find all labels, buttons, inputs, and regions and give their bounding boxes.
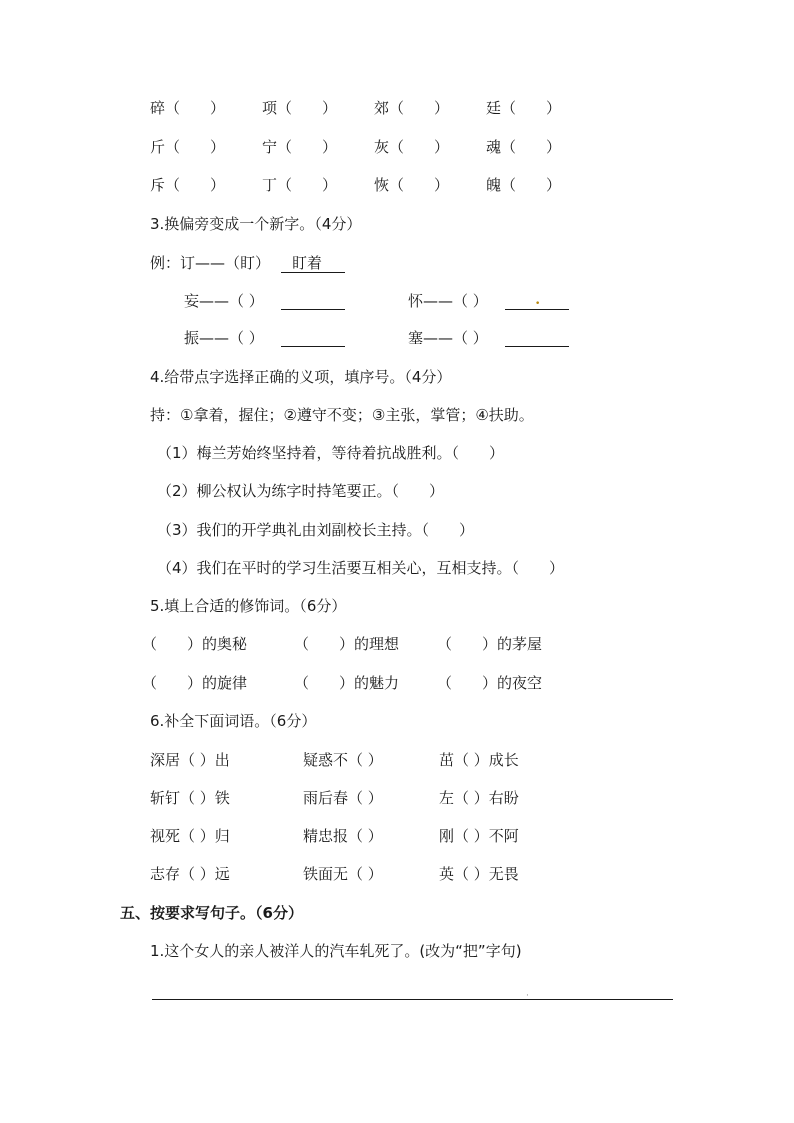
section5-q1: 1.这个女人的亲人被洋人的汽车轧死了。(改为“把”字句) [150,942,522,960]
q4-item: （1）梅兰芳始终坚持着，等待着抗战胜利。（ ） [157,444,505,462]
q5-item: （ ）的旋律 [142,674,248,692]
q4-definitions: 持：①拿着，握住；②遵守不变；③主张，掌管；④扶助。 [150,406,534,424]
q3-example-prefix: 例：订——（盯） [150,254,271,272]
q6-item: 深居（ ）出 [150,751,230,769]
q4-item: （4）我们在平时的学习生活要互相关心，互相支持。（ ） [157,559,565,577]
q3-answer-blank[interactable] [281,309,345,310]
q3-title: 3.换偏旁变成一个新字。（4分） [150,215,362,233]
q3-item: 塞——（ ） [408,329,488,347]
q5-item: （ ）的奥秘 [142,635,248,653]
q3-example-underline [281,272,345,273]
q5-item: （ ）的夜空 [437,674,543,692]
stray-mark-icon: • [535,299,541,309]
char-item: 斤（ ） [150,138,226,156]
char-item: 碎（ ） [150,99,226,117]
q3-item: 振——（ ） [184,329,264,347]
q3-answer-blank[interactable] [281,346,345,347]
q6-item: 茁（ ）成长 [439,751,519,769]
char-item: 丁（ ） [262,176,338,194]
q6-item: 刚（ ）不阿 [439,827,519,845]
q6-item: 英（ ）无畏 [439,865,519,883]
q5-item: （ ）的魅力 [294,674,400,692]
q3-answer-blank[interactable] [505,346,569,347]
q4-title: 4.给带点字选择正确的义项，填序号。（4分） [150,368,452,386]
char-item: 郊（ ） [374,99,450,117]
char-item: 恢（ ） [374,176,450,194]
stray-mark-icon: · [526,991,529,1001]
q6-item: 铁面无（ ） [303,865,383,883]
q3-item: 妄——（ ） [184,292,264,310]
q6-item: 疑惑不（ ） [303,751,383,769]
q6-item: 精忠报（ ） [303,827,383,845]
char-item: 宁（ ） [262,138,338,156]
q6-item: 左（ ）右盼 [439,789,519,807]
q6-title: 6.补全下面词语。（6分） [150,712,317,730]
q4-item: （2）柳公权认为练字时持笔要正。（ ） [157,482,445,500]
char-item: 斥（ ） [150,176,226,194]
q3-example-answer: 盯着 [292,254,323,272]
q4-item: （3）我们的开学典礼由刘副校长主持。（ ） [157,521,475,539]
q6-item: 志存（ ）远 [150,865,230,883]
q6-item: 雨后春（ ） [303,789,383,807]
char-item: 廷（ ） [486,99,562,117]
q3-item: 怀——（ ） [408,292,488,310]
char-item: 魂（ ） [486,138,562,156]
char-item: 灰（ ） [374,138,450,156]
char-item: 魄（ ） [486,176,562,194]
section-heading: 五、按要求写句子。（6分） [120,904,303,922]
q6-item: 视死（ ）归 [150,827,230,845]
q6-item: 斩钉（ ）铁 [150,789,230,807]
q5-item: （ ）的茅屋 [437,635,543,653]
q5-item: （ ）的理想 [294,635,400,653]
q3-answer-blank[interactable] [505,309,569,310]
char-item: 项（ ） [262,99,338,117]
answer-line[interactable] [152,999,673,1000]
q5-title: 5.填上合适的修饰词。（6分） [150,597,347,615]
